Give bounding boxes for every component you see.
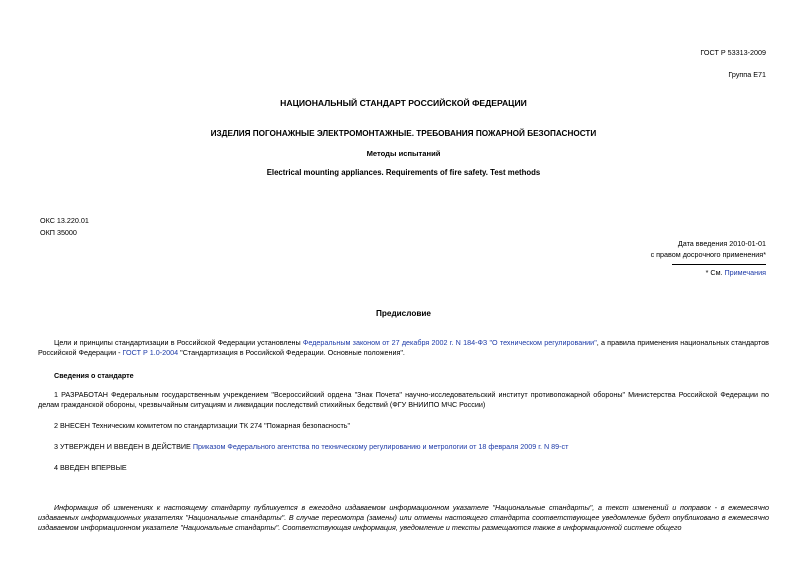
changes-notice: Информация об изменениях к настоящему стандарту публикуется в ежегодно издаваемом информационном указателе "Национальные стандарты", а текст изменений и поправок - в ежемесячно издаваемых информационных указателях "Национальные стандарты". В случае пересмотра (замены) или отмены настоящего стандарта соответствующее уведомление будет опубликовано в ежемесячно издаваемом информационном указателе "Национальные стандарты". Соответствующая информация, уведомление и тексты размещаются также в информационной системе общего	[38, 503, 769, 532]
item-approved-text: 3 УТВЕРЖДЕН И ВВЕДЕН В ДЕЙСТВИЕ	[54, 442, 193, 451]
oks-code: ОКС 13.220.01	[40, 216, 89, 225]
document-subtitle: Методы испытаний	[366, 149, 441, 158]
notes-link[interactable]: Примечания	[724, 268, 766, 277]
standard-title: НАЦИОНАЛЬНЫЙ СТАНДАРТ РОССИЙСКОЙ ФЕДЕРАЦИИ	[280, 98, 527, 108]
foreword-text-3: "Стандартизация в Российской Федерации. Основные положения".	[178, 348, 405, 357]
early-application: с правом досрочного применения*	[650, 250, 766, 259]
item-approved	[38, 442, 769, 452]
group-code: Группа Е71	[728, 70, 766, 79]
footnote-divider	[672, 264, 766, 265]
foreword-text-1: Цели и принципы стандартизации в Российской Федерации установлены	[54, 338, 303, 347]
order-link[interactable]: Приказом Федерального агентства по техническому регулированию и метрологии от 18 февраля 2009 г. N 89-ст	[192, 442, 569, 451]
item-submitted: 2 ВНЕСЕН Техническим комитетом по стандартизации ТК 274 "Пожарная безопасность"	[54, 421, 351, 430]
intro-date: Дата введения 2010-01-01	[677, 239, 766, 248]
federal-law-link[interactable]: Федеральным законом от 27 декабря 2002 г. N 184-ФЗ "О техническом регулировании"	[302, 338, 597, 347]
foreword-text-2: , а правила применения национальных стандартов Российской Федерации -	[38, 338, 770, 357]
foreword-heading: Предисловие	[376, 309, 431, 318]
okp-code: ОКП 35000	[40, 228, 77, 237]
foreword-paragraph	[38, 338, 769, 358]
english-title: Electrical mounting appliances. Requirements of fire safety. Test methods	[266, 168, 541, 177]
item-first-introduced: 4 ВВЕДЕН ВПЕРВЫЕ	[54, 463, 127, 472]
document-title: ИЗДЕЛИЯ ПОГОНАЖНЫЕ ЭЛЕКТРОМОНТАЖНЫЕ. ТРЕБОВАНИЯ ПОЖАРНОЙ БЕЗОПАСНОСТИ	[210, 129, 597, 138]
footnote	[466, 268, 766, 277]
info-heading: Сведения о стандарте	[54, 371, 134, 380]
footnote-prefix: * См.	[705, 268, 725, 277]
gost-link[interactable]: ГОСТ Р 1.0-2004	[122, 348, 179, 357]
item-developed: 1 РАЗРАБОТАН Федеральным государственным учреждением "Всероссийский ордена "Знак Почета" научно-исследовательский институт противопожарной обороны" Министерства Российской Федерации по делам гражданской обороны, чрезвычайным ситуациям и ликвидации последствий стихийных бедствий (ФГУ ВНИИПО МЧС России)	[38, 390, 769, 409]
standard-code: ГОСТ Р 53313-2009	[700, 48, 766, 57]
